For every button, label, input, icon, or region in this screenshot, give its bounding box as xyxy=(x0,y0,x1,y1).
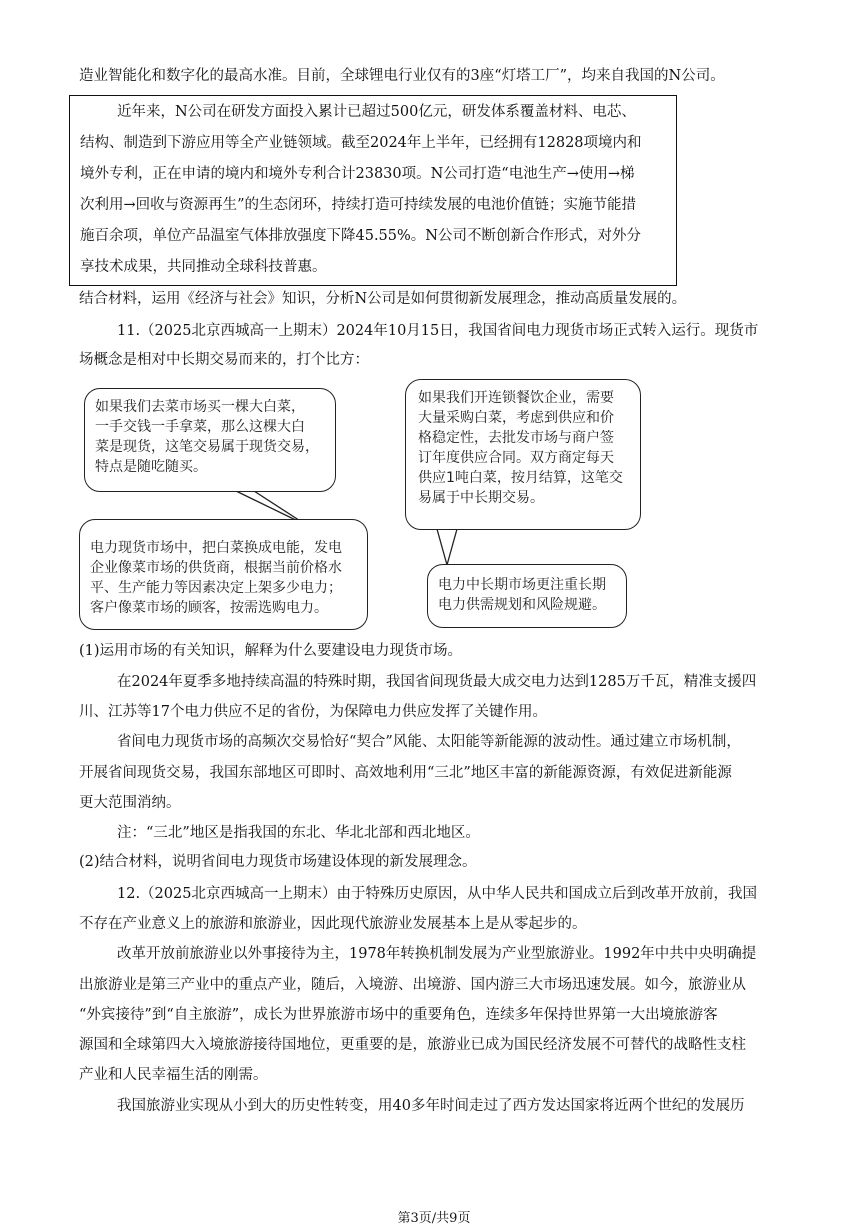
sub-question: (1)运用市场的有关知识，解释为什么要建设电力现货市场。 xyxy=(79,643,463,659)
text-line: 我国旅游业实现从小到大的历史性转变，用40多年时间走过了西方发达国家将近两个世纪的发展历 xyxy=(117,1098,745,1114)
text-line: 改革开放前旅游业以外事接待为主，1978年转换机制发展为产业型旅游业。1992年中共中央明确提 xyxy=(117,946,757,962)
text-line: 省间电力现货市场的高频次交易恰好“契合”风能、太阳能等新能源的波动性。通过建立市场机制， xyxy=(117,734,741,750)
speech-bubble-spot-market: 电力现货市场中，把白菜换成电能，发电 企业像菜市场的供货商，根据当前价格水 平、生产能力等因素决定上架多少电力； 客户像菜市场的顾客，按需选购电力。 xyxy=(79,519,368,630)
text-line: 出旅游业是第三产业中的重点产业，随后，入境游、出境游、国内游三大市场迅速发展。如今，旅游业从 xyxy=(79,977,746,993)
text-line: 川、江苏等17个电力供应不足的省份，为保障电力供应发挥了关键作用。 xyxy=(79,704,547,720)
question-header: 12.（2025北京西城高一上期末）由于特殊历史原因，从中华人民共和国成立后到改革开放前，我国 xyxy=(117,886,757,902)
text-line: 不存在产业意义上的旅游和旅游业，因此现代旅游业发展基本上是从零起步的。 xyxy=(79,916,587,932)
text-line: 源国和全球第四大入境旅游接待国地位，更重要的是，旅游业已成为国民经济发展不可替代的战略性支柱 xyxy=(79,1037,746,1053)
text-line: 造业智能化和数字化的最高水准。目前，全球锂电行业仅有的3座“灯塔工厂”，均来自我国的N公司。 xyxy=(79,68,725,84)
box-line: 境外专利，正在申请的境内和境外专利合计23830项。N公司打造“电池生产→使用→梯 xyxy=(80,166,635,182)
box-line: 次利用→回收与资源再生”的生态闭环，持续打造可持续发展的电池价值链；实施节能措 xyxy=(80,197,637,213)
text-line: 开展省间现货交易，我国东部地区可即时、高效地利用“三北”地区丰富的新能源资源，有效促进新能源 xyxy=(79,765,732,781)
note-text: 注：“三北”地区是指我国的东北、华北北部和西北地区。 xyxy=(117,825,480,841)
speech-bubble-long-term: 电力中长期市场更注重长期 电力供需规划和风险规避。 xyxy=(427,564,627,628)
text-line: 更大范围消纳。 xyxy=(79,795,181,811)
box-line: 施百余项，单位产品温室气体排放强度下降45.55%。N公司不断创新合作形式，对外分 xyxy=(80,228,641,244)
speech-bubble-market: 如果我们去菜市场买一棵大白菜， 一手交钱一手拿菜，那么这棵大白 菜是现货，这笔交易属于现货交易， 特点是随吃随买。 xyxy=(84,388,336,492)
text-line: “外宾接待”到“自主旅游”，成长为世界旅游市场中的重要角色，连续多年保持世界第一大出境旅游客 xyxy=(79,1007,718,1023)
text-line: 在2024年夏季多地持续高温的特殊时期，我国省间现货最大成交电力达到1285万千瓦，精准支援四 xyxy=(117,674,757,690)
box-line: 享技术成果，共同推动全球科技普惠。 xyxy=(80,259,327,275)
question-text: 结合材料，运用《经济与社会》知识，分析N公司是如何贯彻新发展理念，推动高质量发展的。 xyxy=(79,291,687,307)
speech-bubble-restaurant: 如果我们开连锁餐饮企业，需要 大量采购白菜，考虑到供应和价 格稳定性，去批发市场与商户签 订年度供应合同。双方商定每天 供应1吨白菜，按月结算，这笔交 易属于中长期交易。 xyxy=(405,379,641,530)
box-line: 结构、制造到下游应用等全产业链领域。截至2024年上半年，已经拥有12828项境内和 xyxy=(80,135,642,151)
page-number: 第3页/共9页 xyxy=(397,1211,471,1226)
text-line: 产业和人民幸福生活的刚需。 xyxy=(79,1067,268,1083)
sub-question: (2)结合材料，说明省间电力现货市场建设体现的新发展理念。 xyxy=(79,854,477,870)
question-header: 11.（2025北京西城高一上期末）2024年10月15日，我国省间电力现货市场正式转入运行。现货市 xyxy=(117,323,759,339)
text-line: 场概念是相对中长期交易而来的，打个比方： xyxy=(79,352,369,368)
box-line: 近年来，N公司在研发方面投入累计已超过500亿元，研发体系覆盖材料、电芯、 xyxy=(117,104,636,120)
